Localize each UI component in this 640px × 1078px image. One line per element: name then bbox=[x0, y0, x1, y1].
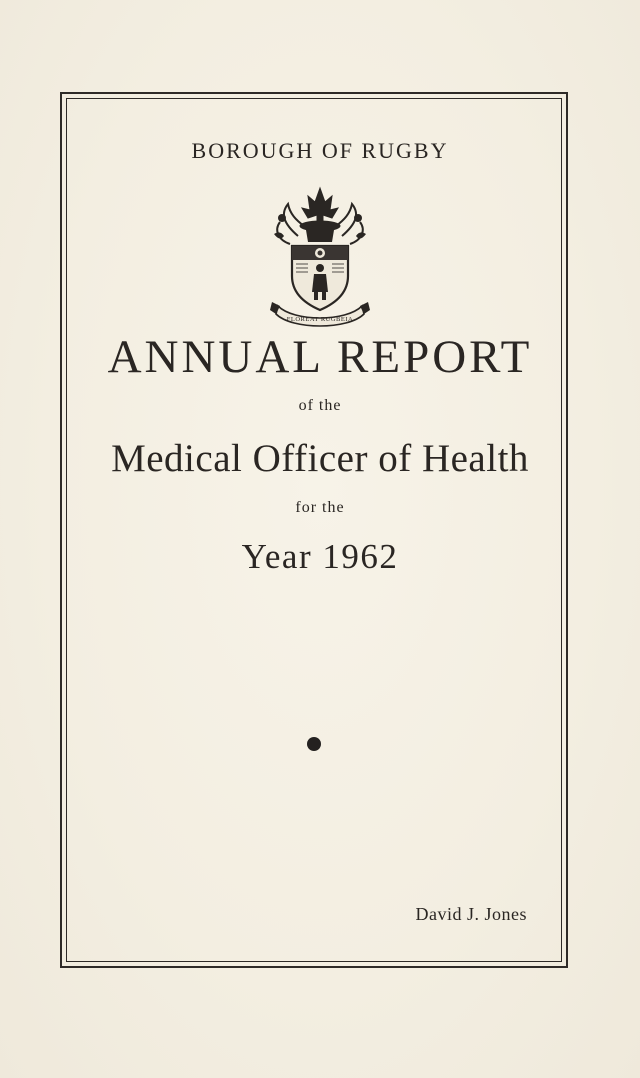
author-name: David J. Jones bbox=[415, 904, 527, 924]
ornament-dot-icon bbox=[307, 737, 321, 751]
report-subject: Medical Officer of Health bbox=[111, 437, 529, 480]
report-year: Year 1962 bbox=[241, 537, 399, 576]
connector-for-the: for the bbox=[295, 499, 345, 516]
coat-of-arms-icon bbox=[268, 180, 372, 328]
borough-heading: BOROUGH OF RUGBY bbox=[191, 138, 449, 163]
motto-text: FLOREAT RUGBEIA bbox=[286, 316, 354, 323]
connector-of-the: of the bbox=[298, 397, 342, 414]
report-title: ANNUAL REPORT bbox=[107, 331, 533, 383]
